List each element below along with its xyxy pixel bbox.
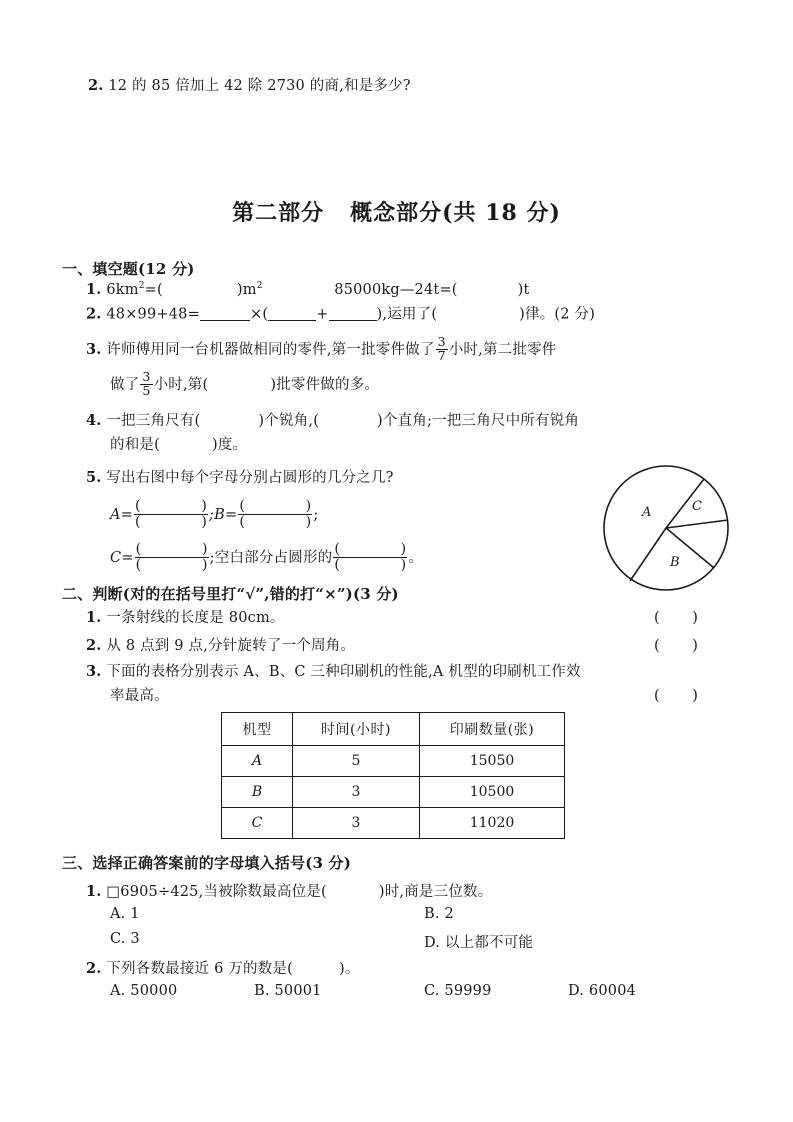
circle-sector-svg	[600, 462, 736, 594]
fill-item-4-line-2	[110, 437, 247, 454]
table-cell-time: 5	[293, 746, 420, 777]
circle-label-a: A	[642, 505, 652, 520]
choice-item-1-option-c[interactable]: C. 3	[110, 931, 140, 947]
choice-item-1-option-d[interactable]: D. 以上都不可能	[424, 935, 534, 951]
table-row	[222, 746, 565, 777]
square-box-icon: □	[106, 884, 121, 900]
fill-item-4-line-1	[86, 413, 579, 430]
section-heading-choice: 三、选择正确答案前的字母填入括号(3 分)	[62, 854, 352, 872]
judge-bracket-3[interactable]: ( )	[654, 688, 712, 704]
judge-item-3-number: 3.	[86, 663, 102, 680]
choice-item-2-option-c[interactable]: C. 59999	[424, 983, 492, 999]
fill-item-5-number: 5.	[86, 469, 102, 486]
part-title-left: 第二部分	[232, 200, 325, 226]
paren-fraction-c: ( ) ( )	[135, 541, 208, 573]
fill-item-5-blank-text: ;空白部分占圆形的	[209, 550, 333, 567]
choice-item-1-stem-text: 6905÷425,当被除数最高位是(	[120, 884, 327, 900]
fill-item-4-number: 4.	[86, 412, 102, 429]
fill-item-2	[86, 305, 595, 323]
fill-item-3-text-a: 许师傅用同一台机器做相同的零件,第一批零件做了	[106, 342, 435, 358]
paren-fraction-blank: ( ) ( )	[334, 541, 407, 573]
fill-item-2-close: ),运用了(	[376, 306, 438, 323]
fill-item-5-line-1-end: ;	[313, 507, 319, 524]
fill-item-2-blank-3	[329, 305, 377, 321]
fill-item-5-line-2-end: 。	[408, 550, 424, 567]
choice-item-1-option-b[interactable]: B. 2	[424, 906, 454, 922]
fill-item-4-text-a: 一把三角尺有(	[106, 413, 201, 429]
judge-bracket-1[interactable]: ( )	[654, 610, 712, 626]
table-cell-model: C	[222, 808, 293, 839]
fill-item-5-line-2	[110, 543, 423, 573]
fill-item-1-a: $6km^2=$( )$m^2$	[106, 281, 263, 298]
table-header-time: 时间(小时)	[293, 713, 420, 746]
fraction-three-fifths: $\frac{3}{5}$	[142, 369, 151, 398]
judge-bracket-2[interactable]: ( )	[654, 638, 712, 654]
table-cell-quantity: 15050	[420, 746, 565, 777]
page-title	[0, 196, 793, 227]
circle-sector-diagram	[600, 462, 736, 594]
fill-item-3-text-b: 小时,第二批零件	[448, 342, 557, 358]
fill-item-5-label-c: C=	[110, 550, 134, 567]
choice-item-2-stem-text: 下列各数最接近 6 万的数是(	[106, 961, 293, 977]
table-row	[222, 777, 565, 808]
table-header-model: 机型	[222, 713, 293, 746]
fill-item-4-text-b: )个锐角,(	[258, 413, 320, 429]
table-header-quantity: 印刷数量(张)	[420, 713, 565, 746]
fill-item-4-text-d: 的和是(	[110, 437, 160, 453]
choice-item-2-stem	[86, 957, 360, 978]
judge-item-2-number: 2.	[86, 637, 102, 654]
judge-item-2	[86, 638, 355, 655]
fill-item-4-text-c: )个直角;一把三角尺中所有锐角	[377, 413, 580, 429]
fill-item-2-plus: +	[316, 306, 329, 323]
fraction-three-sevenths: $\frac{3}{7}$	[437, 334, 446, 363]
table-cell-time: 3	[293, 808, 420, 839]
table-cell-time: 3	[293, 777, 420, 808]
fill-item-3-line-2	[110, 369, 380, 398]
fill-item-3-text-c: 做了	[110, 377, 140, 393]
top-question-text: 12 的 85 倍加上 42 除 2730 的商,和是多少?	[108, 78, 411, 94]
choice-item-1-option-a[interactable]: A. 1	[110, 906, 140, 922]
table-row	[222, 808, 565, 839]
paren-fraction-a: ( ) ( )	[135, 498, 208, 530]
fill-item-2-lead: 48×99+48=	[106, 306, 200, 323]
printer-performance-table	[221, 712, 565, 839]
judge-item-2-text: 从 8 点到 9 点,分针旋转了一个周角。	[106, 638, 356, 654]
fill-item-2-blank-2	[268, 305, 316, 321]
part-title-right: 概念部分(共 18 分)	[350, 200, 561, 226]
judge-item-1	[86, 610, 285, 627]
fill-item-4-text-e: )度。	[211, 437, 248, 453]
circle-label-c: C	[692, 499, 702, 514]
choice-item-1-number: 1.	[86, 883, 102, 900]
fill-item-5-label-a: A=	[110, 507, 134, 524]
fill-item-2-blank-1	[200, 305, 250, 321]
choice-item-2-option-b[interactable]: B. 50001	[254, 983, 322, 999]
fill-item-3-line-1	[86, 334, 557, 363]
fill-item-5-prompt-text: 写出右图中每个字母分别占圆形的几分之几?	[106, 470, 394, 486]
fill-item-2-times: ×(	[249, 306, 269, 323]
fill-item-2-number: 2.	[86, 305, 102, 323]
judge-item-1-number: 1.	[86, 609, 102, 626]
fill-item-1-b: 85000kg—24t=( )t	[334, 281, 530, 298]
fill-item-5-line-1	[110, 500, 318, 530]
fill-item-3-text-e: )批零件做的多。	[270, 377, 380, 393]
paren-fraction-b: ( ) ( )	[239, 498, 312, 530]
fill-item-5-label-b: ;B=	[209, 507, 238, 524]
fill-item-3-text-d: 小时,第(	[153, 377, 209, 393]
judge-item-3-line-2: 率最高。	[110, 688, 169, 704]
choice-item-2-stem-tail: )。	[338, 961, 360, 977]
judge-item-3-line-1	[86, 664, 581, 681]
fill-item-5-prompt	[86, 470, 394, 487]
judge-item-3-text-1: 下面的表格分别表示 A、B、C 三种印刷机的性能,A 机型的印刷机工作效	[106, 664, 581, 680]
table-cell-model: B	[222, 777, 293, 808]
section-heading-judge: 二、判断(对的在括号里打“√”,错的打“×”)(3 分)	[62, 585, 399, 603]
fill-item-1-number: 1.	[86, 280, 102, 298]
choice-item-1-stem	[86, 880, 492, 901]
fill-item-1	[86, 281, 530, 299]
choice-item-2-option-a[interactable]: A. 50000	[110, 983, 178, 999]
section-heading-fill-in: 一、填空题(12 分)	[62, 260, 195, 278]
table-header-row	[222, 713, 565, 746]
choice-item-2-option-d[interactable]: D. 60004	[568, 983, 637, 999]
table-cell-quantity: 11020	[420, 808, 565, 839]
circle-label-b: B	[670, 555, 680, 570]
fill-item-3-number: 3.	[86, 341, 102, 358]
fill-item-2-tail: )律。(2 分)	[519, 306, 596, 323]
choice-item-2-number: 2.	[86, 960, 102, 977]
table-cell-quantity: 10500	[420, 777, 565, 808]
choice-item-1-stem-tail: )时,商是三位数。	[378, 884, 493, 900]
top-question-number: 2.	[88, 77, 104, 94]
top-question	[88, 78, 411, 95]
judge-item-1-text: 一条射线的长度是 80cm。	[106, 610, 285, 626]
table-cell-model: A	[222, 746, 293, 777]
